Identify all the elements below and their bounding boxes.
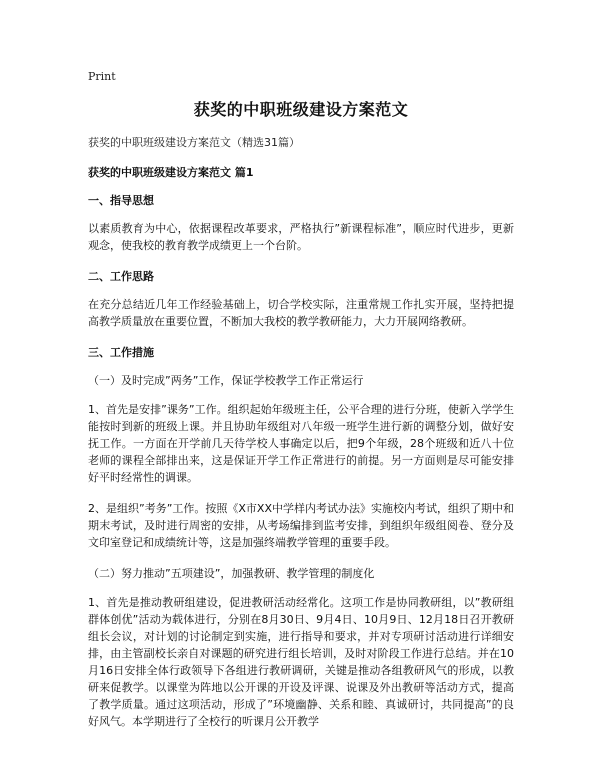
section-heading-work-measures: 三、工作措施 (88, 346, 154, 359)
paragraph-course-tasks: 1、首先是安排”课务”工作。组织起始年级班主任，公平合理的进行分班，使新入学学生能按时到新的班级上课。并且协助年级组对八年级一班学生进行新的调整分划，做好安抚工作。一方面在开学前几天待学校人事确定以后，把9个年级，28个班级和近八十位老师的课程全部排出来，这是保证开学工作正常进行的前提。另一方面则是尽可能安排好平时经常性的调课。 (88, 403, 514, 484)
document-title: 获奖的中职班级建设方案范文 (193, 100, 409, 119)
paragraph-work-approach: 在充分总结近几年工作经验基础上，切合学校实际，注重常规工作扎实开展，坚持把提高教学质量放在重要位置，不断加大我校的教学教研能力，大力开展网络教研。 (88, 298, 514, 328)
document-page (88, 70, 514, 744)
document-subtitle: 获奖的中职班级建设方案范文（精选31篇） (88, 136, 300, 149)
paragraph-teaching-research: 1、首先是推动教研组建设，促进教研活动经常化。这项工作是协同教研组，以”教研组群体创优”活动为载体进行，分别在8月30日、9月4日、10月9日、12月18日召开教研组长会议，对计划的讨论制定到实施，进行指导和要求，并对专项研讨活动进行详细安排，由主管副校长亲自对课题的研究进行组长培训，及时对阶段工作进行总结。并在10月16日安排全体行政领导下各组进行教研调研，关键是推动各组教研风气的形成，以教研来促教学。以课堂为阵地以公开课的开设及评课、说课及外出教研等活动方式，提高了教学质量。通过这项活动，形成了”环境幽静、关系和睦、真诚研讨，共同提高”的良好风气。本学期进行了全校行的听课月公开教学 (88, 596, 514, 728)
paragraph-guiding-ideology: 以素质教育为中心，依据课程改革要求，严格执行”新课程标准”，顺应时代进步，更新观念，使我校的教育教学成绩更上一个台阶。 (88, 222, 514, 252)
section-heading-work-approach: 二、工作思路 (88, 270, 154, 283)
paragraph-exam-tasks: 2、是组织”考务”工作。按照《X市XX中学样内考试办法》实施校内考试，组织了期中和期末考试，及时进行周密的安排，从考场编排到监考安排，到组织年级组阅卷、登分及文印室登记和成绩统计等，这是加强终端教学管理的重要手段。 (88, 502, 515, 549)
print-label: Print (88, 70, 116, 83)
article-heading: 获奖的中职班级建设方案范文 篇1 (88, 166, 254, 179)
subheading-five-constructions: （二）努力推动”五项建设”，加强教研、教学管理的制度化 (88, 567, 375, 580)
subheading-two-tasks: （一）及时完成”两务”工作，保证学校教学工作正常运行 (88, 374, 364, 387)
section-heading-guiding-ideology: 一、指导思想 (88, 194, 154, 207)
